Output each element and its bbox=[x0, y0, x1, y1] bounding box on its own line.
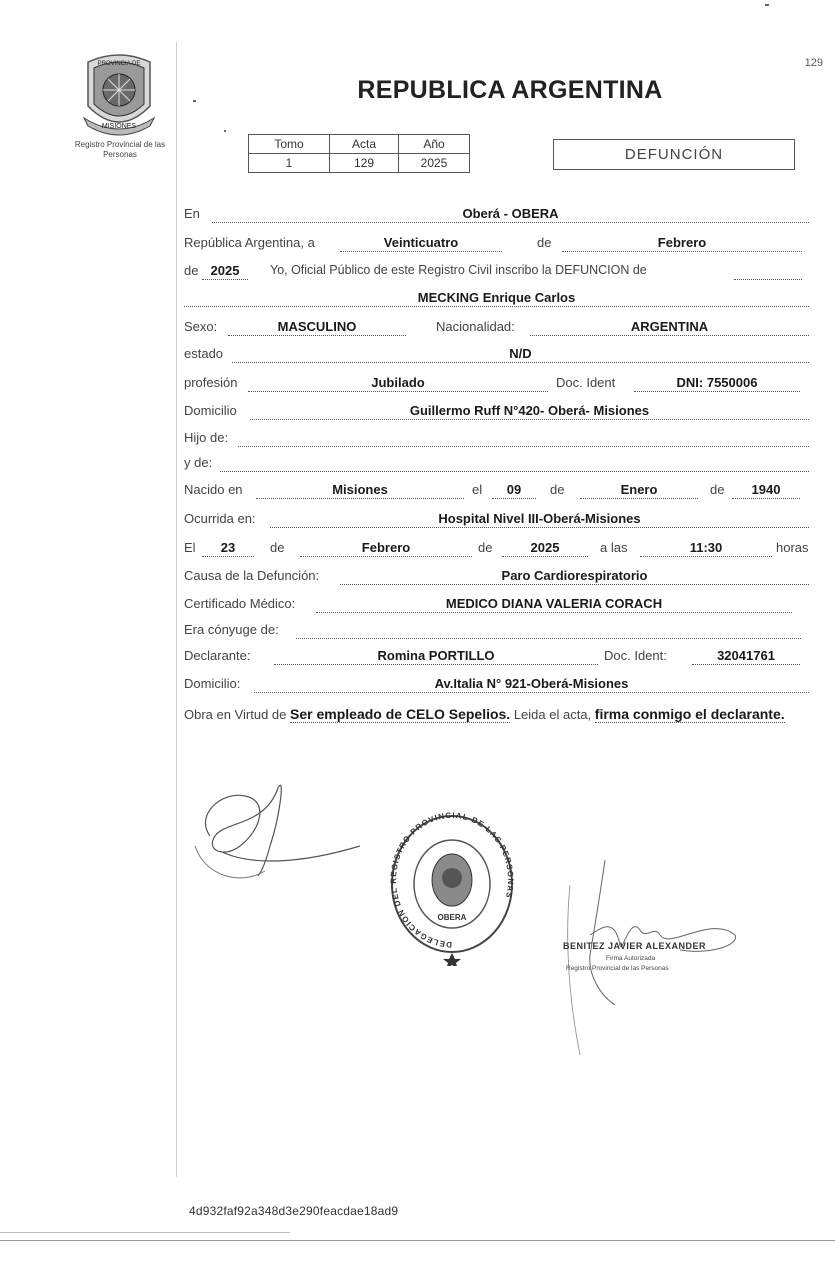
hijo-label: Hijo de: bbox=[184, 430, 229, 445]
nacido-label: Nacido en bbox=[184, 482, 243, 497]
conyuge-field bbox=[296, 622, 801, 639]
causa-label: Causa de la Defunción: bbox=[184, 568, 320, 583]
svg-text:DELEGACION DEL REGISTRO PROVIN: DELEGACION DEL REGISTRO PROVINCIAL DE LAS PERSONAS bbox=[389, 810, 516, 950]
sexo-field: MASCULINO bbox=[228, 319, 406, 336]
certificado-field: MEDICO DIANA VALERIA CORACH bbox=[316, 596, 792, 613]
nacionalidad-label: Nacionalidad: bbox=[436, 319, 515, 334]
fall-dia-field: 23 bbox=[202, 540, 254, 557]
horas-label: horas bbox=[776, 540, 809, 555]
declarante-field: Romina PORTILLO bbox=[274, 648, 598, 665]
republica-label: República Argentina, a bbox=[184, 235, 315, 250]
domicilio-field: Guillermo Ruff N°420- Oberá- Misiones bbox=[250, 403, 809, 420]
obra-prefix: Obra en Virtud de bbox=[184, 707, 287, 722]
row-causa bbox=[184, 568, 811, 590]
obra-mid-text: Leida el acta, bbox=[513, 707, 592, 722]
nombre-field: MECKING Enrique Carlos bbox=[184, 290, 809, 307]
obra-virtud-field: Ser empleado de CELO Sepelios. bbox=[290, 706, 511, 722]
declarante-label: Declarante: bbox=[184, 648, 251, 663]
domicilio2-field: Av.Italia N° 921-Oberá-Misiones bbox=[254, 676, 809, 693]
fall-de2-label: de bbox=[478, 540, 493, 555]
row-estado bbox=[184, 346, 811, 368]
estado-label: estado bbox=[184, 346, 224, 361]
nacido-de1-label: de bbox=[550, 482, 565, 497]
dia-field: Veinticuatro bbox=[340, 235, 502, 252]
row-profesion bbox=[184, 375, 811, 397]
anio-acta-field: 2025 bbox=[202, 263, 248, 280]
tomo-value: 1 bbox=[249, 154, 330, 173]
mes-field: Febrero bbox=[562, 235, 802, 252]
provincial-crest-logo bbox=[80, 48, 158, 136]
alas-label: a las bbox=[600, 540, 628, 555]
row-nombre bbox=[184, 290, 811, 312]
scan-speck bbox=[193, 100, 196, 102]
anio-value: 2025 bbox=[399, 154, 470, 173]
doc-field: DNI: 7550006 bbox=[634, 375, 800, 392]
fall-anio-field: 2025 bbox=[502, 540, 588, 557]
obra-firma-field: firma conmigo el declarante. bbox=[594, 706, 785, 722]
fall-hora-field: 11:30 bbox=[640, 540, 772, 557]
row-yde bbox=[184, 455, 811, 477]
logo-caption: Registro Provincial de las Personas bbox=[74, 140, 166, 159]
official-seal bbox=[388, 808, 516, 966]
nacido-de2-label: de bbox=[710, 482, 725, 497]
document-hash: 4d932faf92a348d3e290feacdae18ad9 bbox=[189, 1204, 399, 1218]
row-ocurrida bbox=[184, 511, 811, 533]
page-number: 129 bbox=[804, 57, 823, 69]
sexo-label: Sexo: bbox=[184, 319, 218, 334]
en-label: En bbox=[184, 206, 200, 221]
row-nacimiento bbox=[184, 482, 811, 504]
page-title: REPUBLICA ARGENTINA bbox=[357, 76, 663, 104]
certificado-label: Certificado Médico: bbox=[184, 596, 296, 611]
row-certificado bbox=[184, 596, 811, 618]
scan-speck bbox=[765, 4, 769, 6]
official-office: Registro Provincial de las Personas bbox=[566, 965, 669, 972]
nacido-dia-field: 09 bbox=[492, 482, 536, 499]
scan-speck bbox=[224, 130, 226, 132]
conyuge-label: Era cónyuge de: bbox=[184, 622, 279, 637]
obra-en-virtud-paragraph bbox=[184, 706, 817, 723]
nacido-lugar-field: Misiones bbox=[256, 482, 464, 499]
row-intro bbox=[184, 263, 811, 285]
row-sexo bbox=[184, 319, 811, 341]
domicilio-label: Domicilio bbox=[184, 403, 237, 418]
intro-text: Yo, Oficial Público de este Registro Civil inscribo la DEFUNCION de bbox=[270, 263, 647, 277]
nacido-anio-field: 1940 bbox=[732, 482, 800, 499]
profesion-label: profesión bbox=[184, 375, 238, 390]
margin-line bbox=[176, 42, 177, 1177]
profesion-field: Jubilado bbox=[248, 375, 548, 392]
domicilio2-label: Domicilio: bbox=[184, 676, 241, 691]
doc2-field: 32041761 bbox=[692, 648, 800, 665]
de-label-2: de bbox=[184, 263, 199, 278]
fall-de1-label: de bbox=[270, 540, 285, 555]
tomo-header: Tomo bbox=[249, 135, 330, 154]
el-label: el bbox=[472, 482, 483, 497]
svg-text:MISIONES: MISIONES bbox=[101, 123, 137, 130]
nacido-mes-field: Enero bbox=[580, 482, 698, 499]
el2-label: El bbox=[184, 540, 196, 555]
row-declarante bbox=[184, 648, 811, 670]
row-fallecimiento bbox=[184, 540, 811, 562]
estado-field: N/D bbox=[232, 346, 809, 363]
declarant-signature bbox=[190, 776, 370, 886]
row-conyuge bbox=[184, 622, 811, 644]
yde-label: y de: bbox=[184, 455, 213, 470]
doc-label: Doc. Ident bbox=[556, 375, 616, 390]
svg-text:PROVINCIA DE: PROVINCIA DE bbox=[97, 61, 141, 67]
yde-field bbox=[220, 455, 809, 472]
nacionalidad-field: ARGENTINA bbox=[530, 319, 809, 336]
ocurrida-field: Hospital Nivel III-Oberá-Misiones bbox=[270, 511, 809, 528]
doc2-label: Doc. Ident: bbox=[604, 648, 667, 663]
lugar-field: Oberá - OBERA bbox=[212, 206, 809, 223]
intro-blank-field bbox=[734, 263, 802, 280]
acta-header: Acta bbox=[330, 135, 399, 154]
hijo-field bbox=[238, 430, 809, 447]
row-hijo bbox=[184, 430, 811, 452]
fall-mes-field: Febrero bbox=[300, 540, 472, 557]
svg-text:OBERA: OBERA bbox=[437, 913, 467, 922]
row-domicilio bbox=[184, 403, 811, 425]
acta-value: 129 bbox=[330, 154, 399, 173]
official-role: Firma Autorizada bbox=[606, 955, 656, 962]
ocurrida-label: Ocurrida en: bbox=[184, 511, 256, 526]
official-name: BENITEZ JAVIER ALEXANDER bbox=[563, 941, 707, 951]
causa-field: Paro Cardiorespiratorio bbox=[340, 568, 809, 585]
row-domicilio2 bbox=[184, 676, 811, 698]
document-type-box: DEFUNCIÓN bbox=[553, 139, 795, 170]
tomo-acta-anio-table bbox=[248, 134, 470, 173]
de-label: de bbox=[537, 235, 552, 250]
row-lugar bbox=[184, 206, 811, 228]
row-fecha-acta bbox=[184, 235, 811, 257]
bottom-rule-short bbox=[0, 1232, 290, 1233]
bottom-rule bbox=[0, 1240, 835, 1241]
anio-header: Año bbox=[399, 135, 470, 154]
